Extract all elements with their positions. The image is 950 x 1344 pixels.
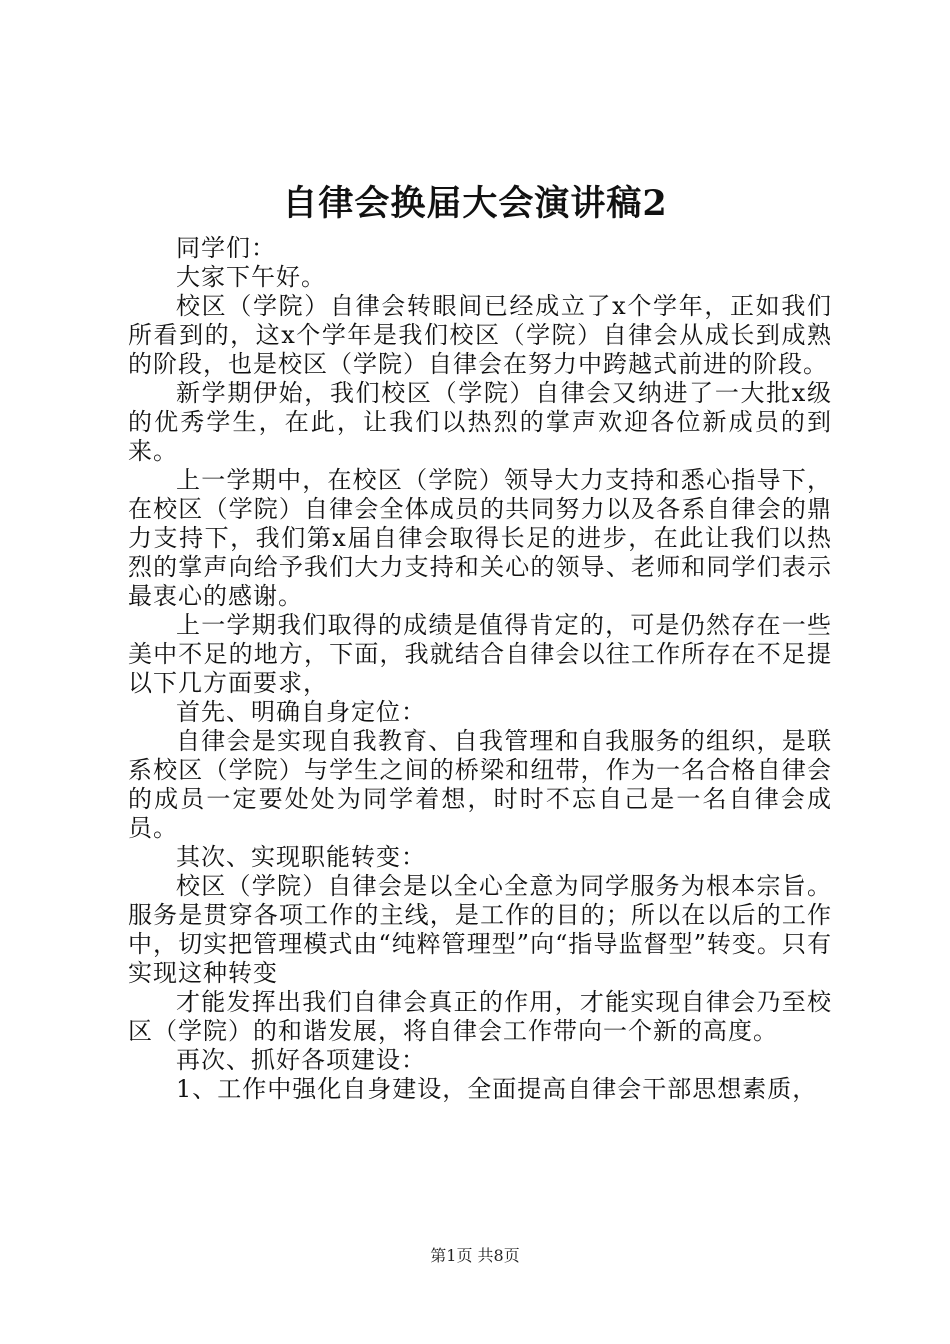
section-heading: 其次、实现职能转变： [176, 843, 426, 871]
section-heading: 再次、抓好各项建设： [176, 1046, 426, 1074]
document-title: 自律会换届大会演讲稿2 [282, 183, 668, 224]
document-body [128, 234, 832, 1104]
page-number-footer: 第1页 共8页 [430, 1246, 520, 1265]
paragraph: 新学期伊始，我们校区（学院）自律会又纳进了一大批x级的优秀学生，在此，让我们以热烈的掌声欢迎各位新成员的到来。 [128, 379, 832, 465]
paragraph: 校区（学院）自律会转眼间已经成立了x个学年，正如我们所看到的，这x个学年是我们校区（学院）自律会从成长到成熟的阶段，也是校区（学院）自律会在努力中跨越式前进的阶段。 [128, 292, 832, 378]
paragraph: 自律会是实现自我教育、自我管理和自我服务的组织，是联系校区（学院）与学生之间的桥梁和纽带，作为一名合格自律会的成员一定要处处为同学着想，时时不忘自己是一名自律会成员。 [128, 727, 832, 842]
paragraph: 1、工作中强化自身建设，全面提高自律会干部思想素质， [176, 1075, 818, 1103]
paragraph: 同学们： [176, 234, 276, 262]
paragraph: 才能发挥出我们自律会真正的作用，才能实现自律会乃至校区（学院）的和谐发展，将自律会工作带向一个新的高度。 [128, 988, 832, 1045]
paragraph: 大家下午好。 [176, 263, 326, 291]
paragraph: 上一学期我们取得的成绩是值得肯定的，可是仍然存在一些美中不足的地方，下面，我就结合自律会以往工作所存在不足提以下几方面要求， [128, 611, 832, 697]
section-heading: 首先、明确自身定位： [176, 698, 426, 726]
paragraph: 上一学期中，在校区（学院）领导大力支持和悉心指导下，在校区（学院）自律会全体成员的共同努力以及各系自律会的鼎力支持下，我们第x届自律会取得长足的进步，在此让我们以热烈的掌声向给予我们大力支持和关心的领导、老师和同学们表示最衷心的感谢。 [128, 466, 832, 610]
paragraph: 校区（学院）自律会是以全心全意为同学服务为根本宗旨。服务是贯穿各项工作的主线，是工作的目的；所以在以后的工作中，切实把管理模式由“纯粹管理型”向“指导监督型”转变。只有实现这种转变 [128, 872, 832, 987]
